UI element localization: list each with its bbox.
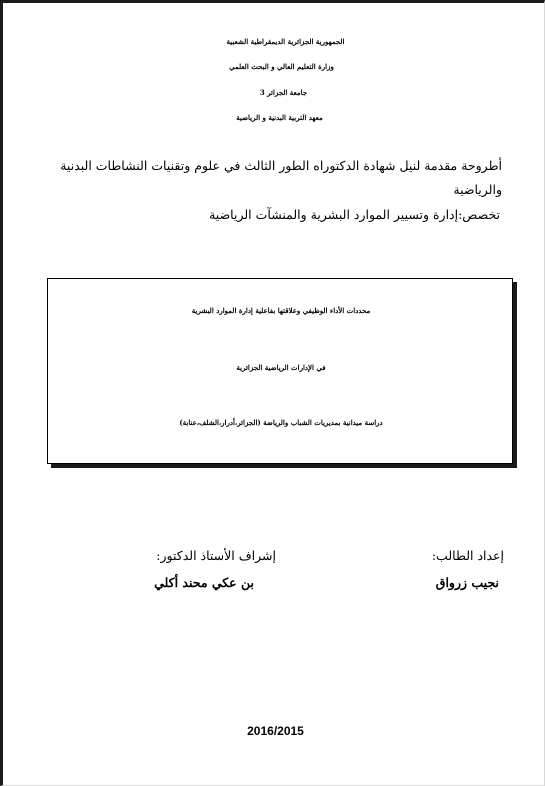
supervisor-label: إشراف الأستاذ الدكتور:: [156, 548, 276, 563]
thesis-title-line3: دراسة ميدانية بمديريات الشباب والرياضة (الجزائر،أدرار،الشلف،عنابة): [179, 418, 383, 427]
supervisor-name: بن عكي محند أكلي: [154, 575, 254, 590]
thesis-title-line1: محددات الأداء الوظيفي وعلاقتها بفاعلية إدارة الموارد البشرية: [191, 306, 371, 315]
prepared-by-label: إعداد الطالب:: [431, 548, 504, 563]
institute-name: معهد التربية البدنية و الرياضية: [236, 113, 323, 122]
thesis-title-line2: في الإدارات الرياضية الجزائرية: [236, 363, 326, 372]
republic-name: الجمهورية الجزائرية الديمقراطية الشعبية: [226, 37, 345, 46]
thesis-description-line1: أطروحة مقدمة لنيل شهادة الدكتوراه الطور الثالث في علوم وتقنيات النشاطات البدنية: [60, 158, 502, 173]
student-name: نجيب زرواق: [435, 575, 499, 590]
academic-year: 2016/2015: [247, 724, 304, 738]
thesis-title-box: [47, 278, 513, 464]
ministry-name: وزارة التعليم العالي و البحث العلمي: [229, 62, 334, 71]
thesis-description-line2: والرياضية: [453, 182, 502, 197]
university-name: جامعة الجزائر 3: [259, 88, 308, 97]
thesis-specialty: تخصص:إدارة وتسيير الموارد البشرية والمنشآت الرياضية: [209, 207, 500, 222]
